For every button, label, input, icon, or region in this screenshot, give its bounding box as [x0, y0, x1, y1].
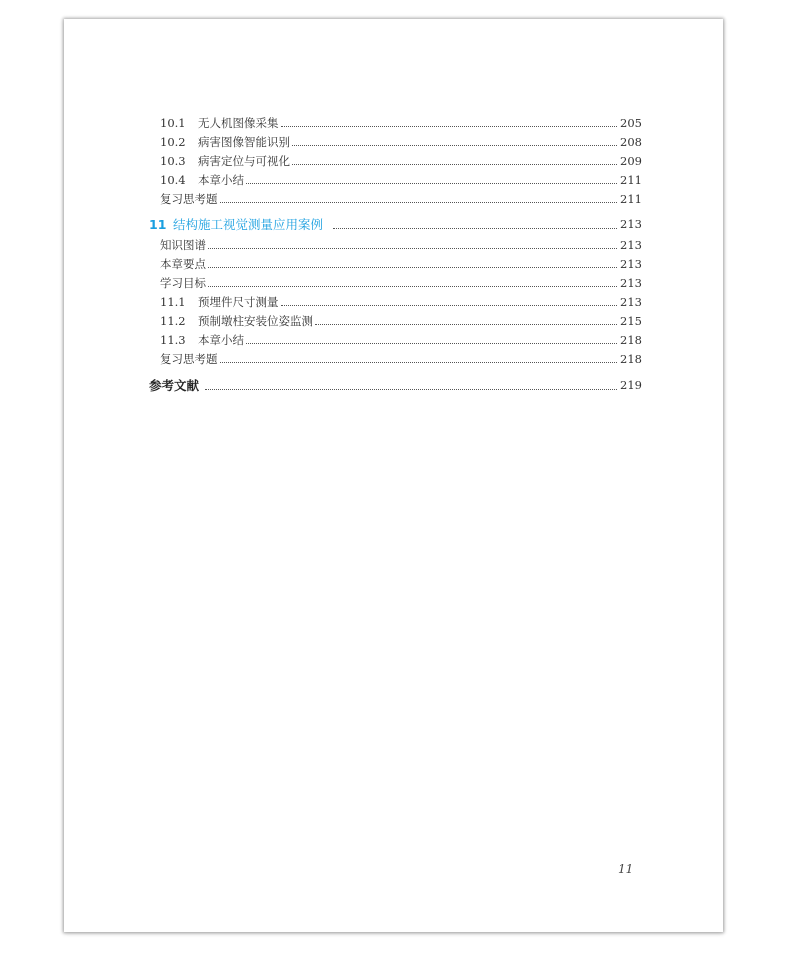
section-title: 预埋件尺寸测量 [198, 295, 279, 309]
dot-leader [292, 142, 617, 146]
toc-entry-knowledge-map[interactable] [160, 238, 642, 252]
section-title: 知识图谱 [160, 238, 206, 252]
dot-leader [205, 386, 617, 390]
page-number: 213 [620, 217, 642, 231]
toc-entry-10-2[interactable] [160, 135, 642, 149]
section-number: 10.2 [160, 135, 186, 149]
toc-entry-learning-objectives[interactable] [160, 276, 642, 290]
section-number: 11.2 [160, 314, 186, 328]
toc-entry-10-3[interactable] [160, 154, 642, 168]
dot-leader [246, 340, 617, 344]
dot-leader [220, 199, 618, 203]
page-number: 213 [620, 295, 642, 309]
dot-leader [281, 302, 618, 306]
toc-entry-11-3[interactable] [160, 333, 642, 347]
dot-leader [292, 161, 617, 165]
page-number: 213 [620, 276, 642, 290]
page-number: 209 [620, 154, 642, 168]
document-page [64, 19, 723, 932]
dot-leader [315, 321, 617, 325]
toc-entry-review-questions-11[interactable] [160, 352, 642, 366]
page-number: 208 [620, 135, 642, 149]
dot-leader [208, 245, 617, 249]
page-number: 218 [620, 333, 642, 347]
section-title: 病害图像智能识别 [198, 135, 290, 149]
toc-entry-10-1[interactable] [160, 116, 642, 130]
page-folio: 11 [618, 862, 634, 876]
dot-leader [208, 283, 617, 287]
page-number: 211 [620, 192, 642, 206]
page-number: 219 [620, 378, 642, 392]
dot-leader [220, 359, 618, 363]
dot-leader [281, 123, 618, 127]
section-title: 学习目标 [160, 276, 206, 290]
chapter-number: 11 [149, 217, 167, 232]
toc-entry-references[interactable] [149, 378, 642, 393]
section-title: 复习思考题 [160, 192, 218, 206]
toc-entry-11-2[interactable] [160, 314, 642, 328]
dot-leader [208, 264, 617, 268]
section-title: 参考文献 [149, 378, 200, 393]
section-number: 11.1 [160, 295, 186, 309]
section-title: 复习思考题 [160, 352, 218, 366]
section-title: 本章小结 [198, 173, 244, 187]
section-title: 本章小结 [198, 333, 244, 347]
section-title: 病害定位与可视化 [198, 154, 290, 168]
section-title: 本章要点 [160, 257, 206, 271]
section-number: 10.3 [160, 154, 186, 168]
section-number: 11.3 [160, 333, 186, 347]
page-number: 213 [620, 238, 642, 252]
section-title: 无人机图像采集 [198, 116, 279, 130]
section-number: 10.1 [160, 116, 186, 130]
toc-entry-10-4[interactable] [160, 173, 642, 187]
page-number: 211 [620, 173, 642, 187]
section-title: 预制墩柱安装位姿监测 [198, 314, 313, 328]
page-number: 205 [620, 116, 642, 130]
page-number: 218 [620, 352, 642, 366]
toc-entry-key-points[interactable] [160, 257, 642, 271]
toc-chapter-11[interactable] [149, 217, 642, 232]
dot-leader [333, 225, 617, 229]
toc-entry-review-questions-10[interactable] [160, 192, 642, 206]
chapter-title: 结构施工视觉测量应用案例 [173, 217, 324, 232]
toc-entry-11-1[interactable] [160, 295, 642, 309]
section-number: 10.4 [160, 173, 186, 187]
page-number: 213 [620, 257, 642, 271]
page-number: 215 [620, 314, 642, 328]
dot-leader [246, 180, 617, 184]
